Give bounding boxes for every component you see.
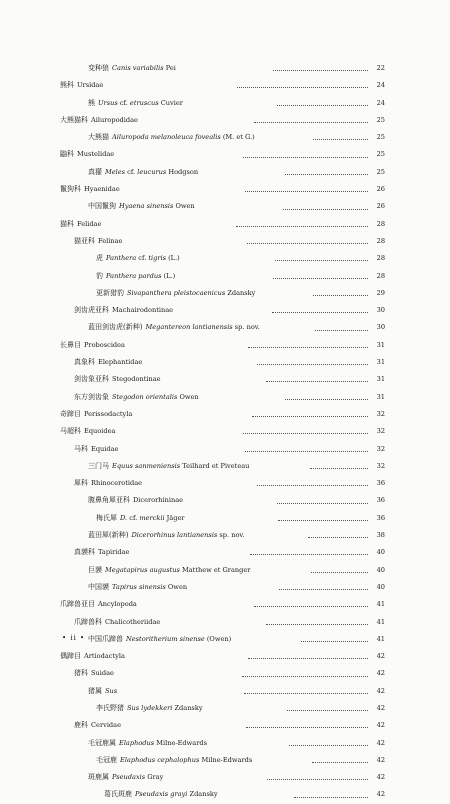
toc-entry-title xyxy=(60,423,240,440)
toc-entry-chinese-name: 剑齿象亚科 xyxy=(74,375,109,384)
toc-entry xyxy=(0,665,450,682)
toc-entry-latin-name: Felidae xyxy=(77,219,102,228)
toc-entry xyxy=(0,544,450,561)
toc-entry-chinese-name: 更新猎豹 xyxy=(96,288,124,297)
toc-entry-title xyxy=(88,631,298,648)
toc-entry-chinese-name: 东方剑齿象 xyxy=(74,392,109,401)
toc-entry-latin-name: Panthera pardus (L.) xyxy=(106,271,176,280)
toc-entry-title xyxy=(60,406,249,423)
dot-leader xyxy=(311,572,368,573)
toc-entry-chinese-name: 李氏野猪 xyxy=(96,703,124,712)
toc-entry-title xyxy=(88,562,308,579)
toc-entry xyxy=(0,60,450,77)
toc-entry-latin-name: Tapirus sinensis Owen xyxy=(112,582,188,591)
toc-entry-latin-name: Equoidea xyxy=(84,427,116,436)
toc-entry-title xyxy=(74,389,282,406)
toc-entry-latin-name: Stegodontinae xyxy=(112,375,161,384)
toc-entry xyxy=(0,354,450,371)
toc-entry-latin-name: Canis variabilis Pei xyxy=(112,64,176,72)
toc-entry xyxy=(0,216,450,233)
toc-entry-chinese-name: 斑鹿属 xyxy=(88,773,109,782)
dot-leader xyxy=(247,243,368,244)
dot-leader xyxy=(272,312,368,313)
toc-entry-page-number: 40 xyxy=(376,548,385,557)
dot-leader xyxy=(285,174,368,175)
toc-entry-page-number: 32 xyxy=(376,427,386,436)
toc-entry-page-number: 25 xyxy=(376,150,385,159)
toc-entry xyxy=(0,614,450,631)
toc-entry-page-number: 42 xyxy=(376,773,386,782)
toc-entry-page-number: 41 xyxy=(376,617,386,626)
toc-entry-chinese-name: 变种狼 xyxy=(88,64,109,72)
dot-leader xyxy=(308,537,368,538)
toc-entry-title xyxy=(88,527,305,544)
toc-entry xyxy=(0,406,450,423)
toc-entry-latin-name: Elephantidae xyxy=(98,358,143,367)
dot-leader xyxy=(277,503,368,504)
toc-entry-latin-name: Panthera cf. tigris (L.) xyxy=(106,254,180,263)
toc-entry-page-number: 22 xyxy=(376,64,385,72)
toc-entry-page-number: 32 xyxy=(376,461,386,470)
toc-entry xyxy=(0,786,450,803)
toc-entry-page-number: 28 xyxy=(376,219,386,228)
toc-entry-chinese-name: 马科 xyxy=(74,444,88,453)
toc-entry-chinese-name: 巨貘 xyxy=(88,565,102,574)
toc-entry-page-number: 32 xyxy=(376,409,385,418)
toc-entry-page-number: 40 xyxy=(376,582,385,591)
toc-entry-title xyxy=(74,441,242,458)
dot-leader xyxy=(242,676,368,677)
toc-entry-page-number: 36 xyxy=(376,479,386,488)
dot-leader xyxy=(273,278,368,279)
toc-entry-title xyxy=(96,268,270,285)
toc-entry xyxy=(0,337,450,354)
toc-entry xyxy=(0,371,450,388)
dot-leader xyxy=(285,399,368,400)
toc-entry-page-number: 31 xyxy=(376,375,386,384)
toc-entry xyxy=(0,95,450,112)
toc-entry-chinese-name: 中国貘 xyxy=(88,582,109,591)
toc-entry-page-number: 42 xyxy=(376,686,385,695)
toc-entry-chinese-name: 真貘科 xyxy=(74,548,95,557)
toc-entry xyxy=(0,492,450,509)
toc-entry-chinese-name: 腹鼻角犀亚科 xyxy=(88,496,130,505)
dot-leader xyxy=(237,87,368,88)
toc-entry xyxy=(0,250,450,267)
toc-entry xyxy=(0,181,450,198)
toc-entry-title xyxy=(88,198,280,215)
dot-leader xyxy=(301,641,368,642)
dot-leader xyxy=(248,347,368,348)
toc-entry xyxy=(0,285,450,302)
table-of-contents xyxy=(0,60,450,804)
toc-entry-page-number: 32 xyxy=(376,444,386,453)
toc-entry-latin-name: Suidae xyxy=(91,669,114,678)
toc-entry-page-number: 41 xyxy=(376,634,385,643)
toc-entry-latin-name: Tapiridae xyxy=(98,548,130,557)
dot-leader xyxy=(312,762,368,763)
toc-entry-chinese-name: 猪属 xyxy=(88,686,102,695)
toc-entry-page-number: 42 xyxy=(376,738,385,747)
toc-entry-chinese-name: 熊 xyxy=(88,98,95,107)
toc-entry-latin-name: Sivapanthera pleistocaenicus Zdansky xyxy=(127,288,256,297)
page-number: • ii • xyxy=(62,634,86,642)
toc-entry-chinese-name: 三门马 xyxy=(88,461,109,470)
toc-entry-chinese-name: 毛冠鹿 xyxy=(96,755,117,764)
toc-entry xyxy=(0,579,450,596)
toc-entry-page-number: 36 xyxy=(376,513,386,522)
dot-leader xyxy=(250,554,368,555)
toc-entry xyxy=(0,752,450,769)
toc-entry-chinese-name: 偶蹄目 xyxy=(60,652,81,661)
toc-entry-page-number: 42 xyxy=(376,755,386,764)
toc-entry-latin-name: Proboscidea xyxy=(84,340,125,349)
toc-entry-title xyxy=(88,60,270,77)
toc-entry xyxy=(0,596,450,613)
toc-entry-title xyxy=(88,735,286,752)
toc-entry-latin-name: Ailuropodidae xyxy=(91,115,138,124)
toc-entry-latin-name: Equidae xyxy=(91,444,119,453)
toc-entry-title xyxy=(88,492,274,509)
toc-entry-chinese-name: 豹 xyxy=(96,271,103,280)
toc-entry-title xyxy=(104,786,291,803)
toc-entry-page-number: 24 xyxy=(376,81,386,90)
dot-leader xyxy=(289,745,368,746)
toc-entry-latin-name: Chalicotheriidae xyxy=(105,617,161,626)
toc-entry-chinese-name: 梅氏犀 xyxy=(96,513,117,522)
dot-leader xyxy=(267,779,368,780)
toc-entry-latin-name: Dicerorhininae xyxy=(133,496,184,505)
toc-entry-chinese-name: 爪蹄兽亚目 xyxy=(60,600,95,609)
dot-leader xyxy=(315,330,368,331)
toc-entry-title xyxy=(88,579,276,596)
toc-entry-page-number: 25 xyxy=(376,133,385,142)
toc-entry-latin-name: D. cf. merckii Jäger xyxy=(120,513,185,522)
toc-entry xyxy=(0,302,450,319)
toc-entry-title xyxy=(60,112,251,129)
toc-entry-chinese-name: 虎 xyxy=(96,254,103,263)
toc-entry-chinese-name: 奇蹄目 xyxy=(60,409,81,418)
toc-entry-latin-name: Sus xyxy=(105,686,118,695)
dot-leader xyxy=(294,797,368,798)
toc-entry xyxy=(0,717,450,734)
toc-entry xyxy=(0,233,450,250)
toc-entry-latin-name: Meles cf. leucurus Hodgson xyxy=(105,167,199,176)
toc-entry-title xyxy=(96,700,284,717)
toc-entry-chinese-name: 鬣狗科 xyxy=(60,185,81,194)
toc-entry-title xyxy=(88,458,307,475)
toc-entry-chinese-name: 猫亚科 xyxy=(74,236,95,245)
dot-leader xyxy=(273,70,368,71)
dot-leader xyxy=(254,606,368,607)
toc-entry-latin-name: Ursidae xyxy=(77,81,104,90)
toc-entry-latin-name: Pseudaxis grayi Zdansky xyxy=(135,790,218,799)
toc-entry-chinese-name: 蓝田剑齿虎(新种) xyxy=(88,323,143,332)
dot-leader xyxy=(287,710,368,711)
toc-entry-latin-name: Ursus cf. etruscus Cuvier xyxy=(98,98,183,107)
toc-entry xyxy=(0,441,450,458)
toc-entry xyxy=(0,319,450,336)
dot-leader xyxy=(277,105,368,106)
dot-leader xyxy=(248,658,368,659)
toc-entry-latin-name: Pseudaxis Gray xyxy=(112,773,164,782)
toc-entry-title xyxy=(60,337,245,354)
toc-entry-latin-name: Megatapirus augustus Matthew et Granger xyxy=(105,565,251,574)
toc-entry-chinese-name: 真象科 xyxy=(74,358,95,367)
toc-entry-chinese-name: 犀科 xyxy=(74,479,88,488)
toc-entry-page-number: 42 xyxy=(376,669,385,678)
toc-entry xyxy=(0,510,450,527)
toc-entry xyxy=(0,769,450,786)
toc-entry-latin-name: Dicerorhinus lantianensis sp. nov. xyxy=(131,531,245,540)
toc-entry xyxy=(0,112,450,129)
toc-entry-title xyxy=(60,146,240,163)
toc-entry-latin-name: Artiodactyla xyxy=(84,652,125,661)
toc-entry-chinese-name: 猪科 xyxy=(74,669,88,678)
toc-entry-chinese-name: 中国爪蹄兽 xyxy=(88,634,123,643)
toc-entry-latin-name: Hyaenidae xyxy=(84,185,120,194)
toc-entry xyxy=(0,735,450,752)
toc-entry-chinese-name: 真獾 xyxy=(88,167,102,176)
dot-leader xyxy=(254,122,368,123)
toc-entry-latin-name: Cervidae xyxy=(91,721,121,730)
toc-entry-page-number: 24 xyxy=(376,98,385,107)
dot-leader xyxy=(243,433,368,434)
toc-entry xyxy=(0,700,450,717)
toc-entry-chinese-name: 爪蹄兽科 xyxy=(74,617,102,626)
toc-entry-title xyxy=(88,319,312,336)
toc-entry-title xyxy=(74,544,247,561)
dot-leader xyxy=(245,191,368,192)
toc-entry xyxy=(0,423,450,440)
toc-entry-page-number: 40 xyxy=(376,565,385,574)
toc-entry xyxy=(0,458,450,475)
dot-leader xyxy=(313,295,368,296)
toc-entry-latin-name: Machairodontinae xyxy=(112,306,174,315)
toc-entry xyxy=(0,146,450,163)
toc-entry xyxy=(0,77,450,94)
toc-entry xyxy=(0,475,450,492)
toc-entry-title xyxy=(60,596,251,613)
toc-entry-page-number: 42 xyxy=(376,790,386,799)
toc-entry-title xyxy=(74,475,254,492)
toc-entry-title xyxy=(96,752,309,769)
toc-entry-title xyxy=(74,614,263,631)
toc-entry-page-number: 42 xyxy=(376,703,386,712)
toc-entry-title xyxy=(74,371,263,388)
toc-entry-chinese-name: 猫科 xyxy=(60,219,74,228)
dot-leader xyxy=(243,157,368,158)
toc-entry-page-number: 28 xyxy=(376,271,386,280)
dot-leader xyxy=(313,139,368,140)
toc-entry-latin-name: Hyaena sinensis Owen xyxy=(119,202,195,211)
toc-entry-title xyxy=(60,181,242,198)
toc-entry-title xyxy=(88,164,282,181)
toc-entry-page-number: 31 xyxy=(376,340,385,349)
dot-leader xyxy=(246,727,368,728)
toc-entry-chinese-name: 大熊猫科 xyxy=(60,115,88,124)
dot-leader xyxy=(257,364,368,365)
toc-entry-page-number: 25 xyxy=(376,167,385,176)
toc-entry-latin-name: Felinae xyxy=(98,236,123,245)
toc-entry-chinese-name: 鹿科 xyxy=(74,721,88,730)
toc-entry-chinese-name: 蓝田犀(新种) xyxy=(88,531,129,540)
toc-entry-latin-name: Nestoritherium sinense (Owen) xyxy=(126,634,232,643)
dot-leader xyxy=(310,468,368,469)
toc-entry-chinese-name: 毛冠鹿属 xyxy=(88,738,116,747)
toc-entry-page-number: 36 xyxy=(376,496,385,505)
toc-entry-latin-name: Mustelidae xyxy=(77,150,115,159)
toc-entry-latin-name: Ancylopoda xyxy=(98,600,137,609)
toc-entry-latin-name: Sus lydekkeri Zdansky xyxy=(127,703,203,712)
toc-entry-latin-name: Elaphodus cephalophus Milne-Edwards xyxy=(120,755,253,764)
dot-leader xyxy=(252,416,368,417)
toc-entry-page-number: 28 xyxy=(376,254,386,263)
toc-entry-title xyxy=(88,129,310,146)
toc-entry xyxy=(0,562,450,579)
toc-entry-title xyxy=(60,77,234,94)
toc-entry-latin-name: Megantereon lantianensis sp. nov. xyxy=(145,323,260,332)
toc-entry-title xyxy=(74,717,243,734)
toc-entry-title xyxy=(74,665,239,682)
toc-entry-chinese-name: 大熊猫 xyxy=(88,133,109,142)
toc-entry-page-number: 25 xyxy=(376,115,385,124)
toc-entry-chinese-name: 熊科 xyxy=(60,81,74,90)
toc-entry-title xyxy=(74,233,244,250)
toc-entry-chinese-name: 马超科 xyxy=(60,427,81,436)
dot-leader xyxy=(279,589,368,590)
toc-entry xyxy=(0,129,450,146)
toc-entry-latin-name: Stegodon orientalis Owen xyxy=(112,392,199,401)
toc-entry-title xyxy=(88,95,274,112)
dot-leader xyxy=(275,260,368,261)
toc-entry-page-number: 30 xyxy=(376,323,386,332)
toc-entry xyxy=(0,268,450,285)
dot-leader xyxy=(257,485,368,486)
toc-entry-page-number: 29 xyxy=(376,288,385,297)
toc-entry-page-number: 30 xyxy=(376,306,385,315)
toc-entry-chinese-name: 长鼻目 xyxy=(60,340,81,349)
toc-entry-page-number: 41 xyxy=(376,600,386,609)
dot-leader xyxy=(266,381,368,382)
toc-entry-chinese-name: 剑齿虎亚科 xyxy=(74,306,109,315)
dot-leader xyxy=(245,451,368,452)
toc-entry-latin-name: Equus sanmeniensis Teilhard et Piveteau xyxy=(112,461,250,470)
toc-entry-latin-name: Elaphodus Milne-Edwards xyxy=(119,738,207,747)
toc-entry-title xyxy=(96,510,275,527)
dot-leader xyxy=(244,693,368,694)
toc-entry-chinese-name: 葛氏斑鹿 xyxy=(104,790,132,799)
toc-entry-title xyxy=(96,250,272,267)
toc-entry-page-number: 31 xyxy=(376,392,385,401)
dot-leader xyxy=(283,209,368,210)
toc-entry-page-number: 38 xyxy=(376,531,385,540)
toc-entry-title xyxy=(74,354,254,371)
dot-leader xyxy=(278,520,368,521)
toc-entry-page-number: 42 xyxy=(376,652,385,661)
toc-entry-page-number: 26 xyxy=(376,185,385,194)
toc-entry-title xyxy=(88,683,241,700)
toc-entry-page-number: 26 xyxy=(376,202,385,211)
toc-entry-title xyxy=(88,769,264,786)
toc-entry-latin-name: Ailuropoda melanoleuca fovealis (M. et G.) xyxy=(112,133,255,142)
toc-entry-title xyxy=(60,216,233,233)
toc-entry-latin-name: Rhinocerotidae xyxy=(91,479,143,488)
toc-entry-page-number: 28 xyxy=(376,236,386,245)
toc-entry-latin-name: Perissodactyla xyxy=(84,409,133,418)
toc-entry-chinese-name: 鼬科 xyxy=(60,150,74,159)
toc-entry xyxy=(0,164,450,181)
dot-leader xyxy=(266,624,368,625)
toc-entry-chinese-name: 中国鬣狗 xyxy=(88,202,116,211)
toc-entry xyxy=(0,389,450,406)
toc-entry-page-number: 31 xyxy=(376,358,386,367)
toc-entry xyxy=(0,527,450,544)
toc-entry-title xyxy=(96,285,310,302)
dot-leader xyxy=(236,226,368,227)
toc-entry xyxy=(0,198,450,215)
toc-entry-title xyxy=(74,302,269,319)
toc-entry-page-number: 42 xyxy=(376,721,385,730)
toc-entry xyxy=(0,683,450,700)
